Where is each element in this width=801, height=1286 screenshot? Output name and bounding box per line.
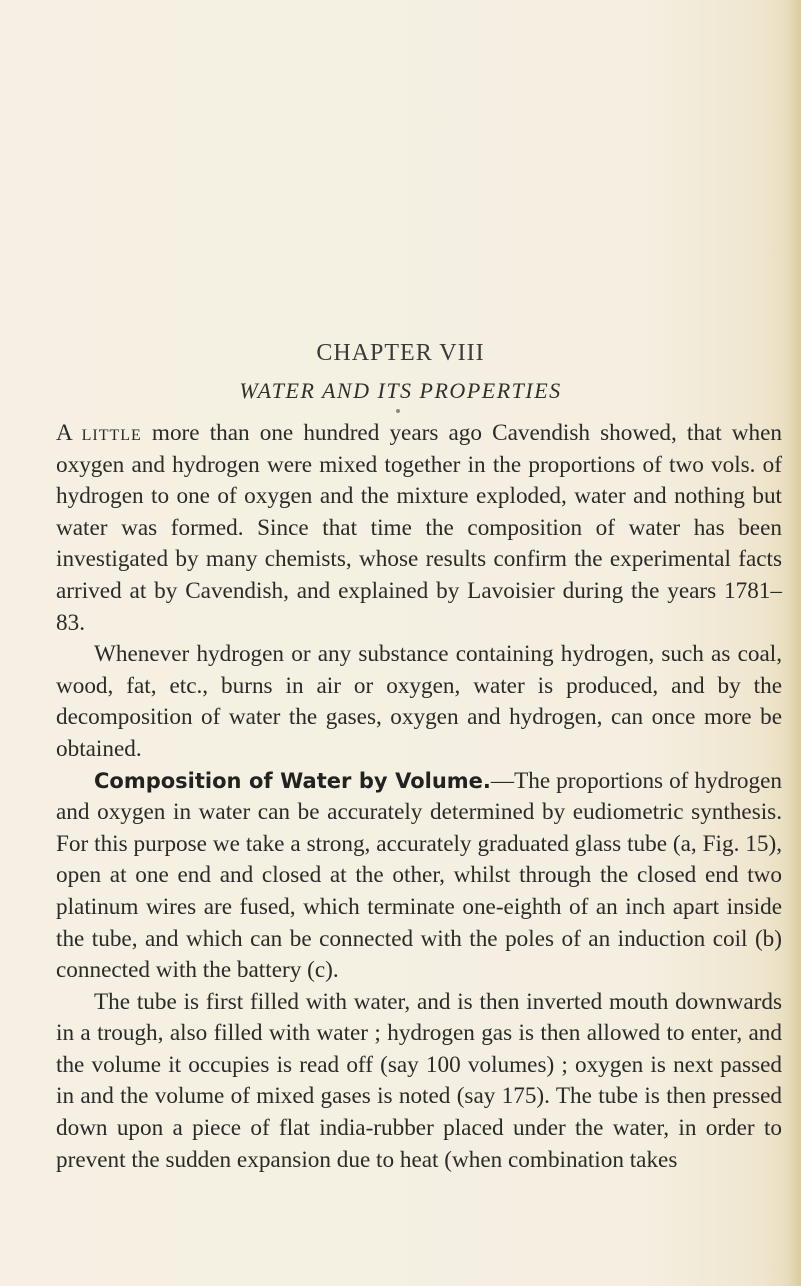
paragraph-2: Whenever hydrogen or any substance containing hydrogen, such as coal, wood, fat, etc., burns in air or oxygen, water is produced, and by the decomposition of water the gases, oxygen and hydrogen, can once more be obtained. (56, 641, 782, 762)
body-text (56, 418, 782, 1176)
chapter-label: CHAPTER VIII (316, 340, 485, 366)
section-heading: Composition of Water by Volume. (94, 768, 491, 793)
paragraph-4: The tube is first filled with water, and is then inverted mouth downwards in a trough, also filled with water ; hydrogen gas is then allowed to enter, and the volume it occupies is read off (say 100 volumes) ; oxygen is next passed in and the volume of mixed gases is noted (say 175). The tube is then pressed down upon a piece of flat india-rubber placed under the water, in order to prevent the sudden expansion due to heat (when combination takes (56, 988, 782, 1173)
page-edge-shadow (787, 0, 801, 1286)
chapter-title: WATER AND ITS PROPERTIES (239, 378, 562, 403)
printer-mark (396, 409, 400, 413)
paragraph-1 (56, 418, 782, 639)
paragraph-3 (56, 766, 782, 987)
paragraph-3-text: —The proportions of hydrogen and oxygen in water can be accurately determined by eudiometric synthesis. For this purpose we take a strong, accurately graduated glass tube (a, Fig. 15), open at one end and closed at the other, whilst through the closed end two platinum wires are fused, which terminate one-eighth of an inch apart inside the tube, and which can be connected with the poles of an induction coil (b) connected with the battery (c). (56, 767, 782, 984)
paragraph-1-lead: A (56, 420, 82, 446)
paragraph-1-smallcaps: little (81, 420, 142, 446)
paragraph-1-text: more than one hundred years ago Cavendish showed, that when oxygen and hydrogen were mixed together in the proportions of two vols. of hydrogen to one of oxygen and the mixture exploded, water and nothing but water was formed. Since that time the composition of water has been investigated by many chemists, whose results confirm the experimental facts arrived at by Cavendish, and explained by Lavoisier during the years 1781–83. (56, 420, 782, 636)
